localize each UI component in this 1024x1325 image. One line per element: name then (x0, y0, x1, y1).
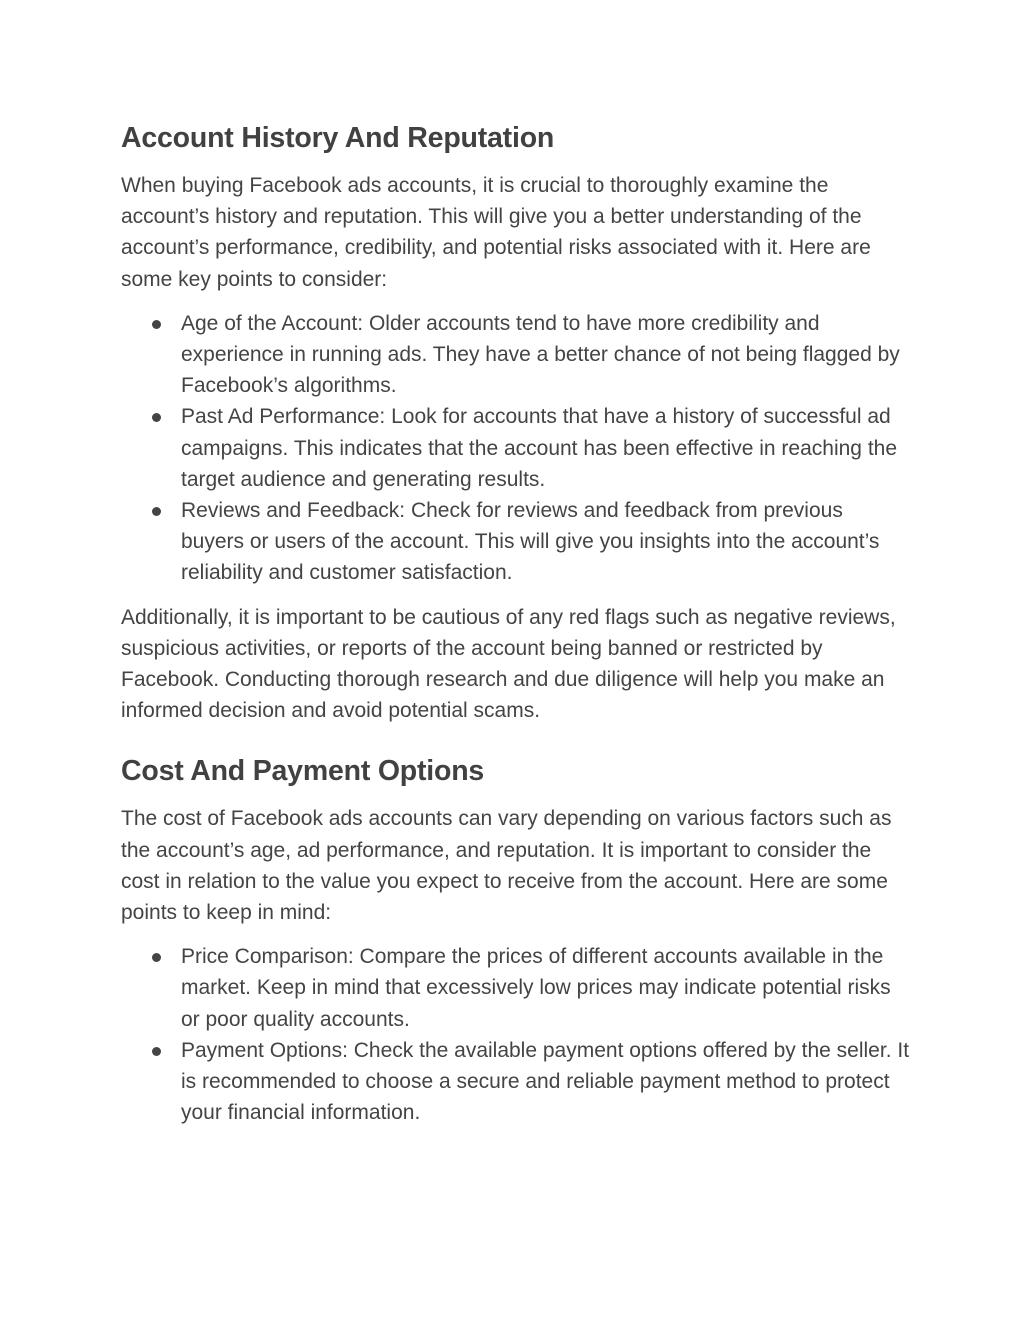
list-item-text: Price Comparison: Compare the prices of different accounts available in the market. Keep in mind that excessively low prices may indicate potential risks or poor quality accounts. (181, 945, 891, 1031)
bullet-icon (152, 320, 161, 329)
section-outro-paragraph: Additionally, it is important to be cautious of any red flags such as negative reviews, suspicious activities, or reports of the account being banned or restricted by Facebook. Conducting thorough research and due diligence will help you make an informed decision and avoid potential scams. (121, 605, 896, 723)
list-item (121, 308, 911, 402)
bullet-list-cost-payment (121, 941, 911, 1128)
bullet-icon (152, 953, 161, 962)
list-item (121, 495, 911, 589)
list-item (121, 401, 911, 495)
list-item (121, 941, 911, 1035)
list-item-text: Payment Options: Check the available payment options offered by the seller. It is recommended to choose a secure and reliable payment method to protect your financial information. (181, 1038, 910, 1125)
list-item (121, 1035, 911, 1129)
list-item-text: Age of the Account: Older accounts tend to have more credibility and experience in running ads. They have a better chance of not being flagged by Facebook’s algorithms. (181, 311, 900, 398)
section-intro-paragraph: When buying Facebook ads accounts, it is crucial to thoroughly examine the account’s history and reputation. This will give you a better understanding of the account’s performance, credibility, and potential risks associated with it. Here are some key points to consider: (121, 174, 871, 291)
bullet-icon (152, 413, 161, 422)
bullet-list-account-history (121, 308, 911, 589)
section-heading-cost-payment: Cost And Payment Options (121, 755, 485, 788)
document-page (121, 118, 911, 1128)
section-intro-paragraph: The cost of Facebook ads accounts can vary depending on various factors such as the account’s age, ad performance, and reputation. It is important to consider the cost in relation to the value you expect to receive from the account. Here are some points to keep in mind: (121, 807, 892, 925)
bullet-icon (152, 1047, 161, 1056)
bullet-icon (152, 507, 161, 516)
list-item-text: Past Ad Performance: Look for accounts that have a history of successful ad campaigns. This indicates that the account has been effective in reaching the target audience and generating results. (181, 405, 898, 491)
list-item-text: Reviews and Feedback: Check for reviews and feedback from previous buyers or users of the account. This will give you insights into the account’s reliability and customer satisfaction. (181, 499, 880, 585)
section-heading-account-history: Account History And Reputation (121, 122, 555, 154)
